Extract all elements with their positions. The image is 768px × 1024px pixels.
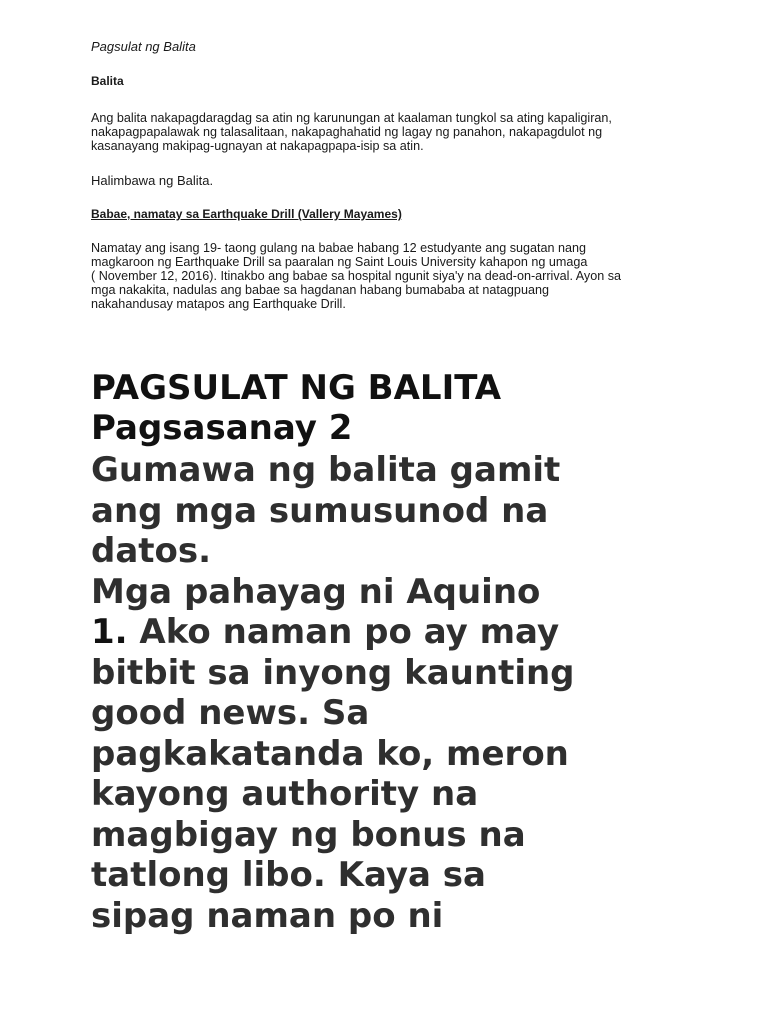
intro-line: Ang balita nakapagdaragdag sa atin ng karunungan at kaalaman tungkol sa ating kapaligiran,: [91, 111, 612, 125]
exercise-title: [91, 368, 751, 448]
document-title: Pagsulat ng Balita: [91, 39, 196, 54]
exercise-line: Mga pahayag ni Aquino: [91, 571, 541, 612]
item-number: 1.: [91, 612, 128, 652]
news-line: mga nakakita, nadulas ang babae sa hagdanan habang bumababa at natagpuang: [91, 283, 549, 297]
item-text: Ako naman po ay may: [127, 612, 560, 652]
exercise-item-line: sipag naman po ni: [91, 895, 444, 936]
news-line: magkaroon ng Earthquake Drill sa paaralan ng Saint Louis University kahapon ng umaga: [91, 255, 588, 269]
exercise-line: Gumawa ng balita gamit: [91, 450, 561, 490]
exercise-title-line: PAGSULAT NG BALITA: [91, 368, 502, 408]
exercise-line: datos.: [91, 531, 212, 571]
section-heading: Balita: [91, 74, 124, 88]
intro-line: nakapagpapalawak ng talasalitaan, nakapaghahatid ng lagay ng panahon, nakapagdulot ng: [91, 125, 603, 139]
example-label: Halimbawa ng Balita.: [91, 173, 214, 188]
exercise-line: ang mga sumusunod na: [91, 490, 549, 531]
news-headline: Babae, namatay sa Earthquake Drill (Vallery Mayames): [91, 207, 402, 221]
news-line: nakahandusay matapos ang Earthquake Drill.: [91, 297, 346, 311]
intro-paragraph: [91, 111, 691, 153]
intro-line: kasanayang makipag-ugnayan at nakapagpapa-isip sa atin.: [91, 139, 424, 153]
news-line: Namatay ang isang 19- taong gulang na babae habang 12 estudyante ang sugatan nang: [91, 241, 587, 255]
news-line: ( November 12, 2016). Itinakbo ang babae sa hospital ngunit siya'y na dead-on-arrival. Ayon sa: [91, 269, 622, 283]
exercise-item-line: bitbit sa inyong kaunting: [91, 652, 575, 693]
news-paragraph: [91, 241, 691, 311]
exercise-item-line: kayong authority na: [91, 774, 479, 814]
exercise-subtitle: Pagsasanay 2: [91, 408, 353, 448]
exercise-item-line: good news. Sa: [91, 693, 370, 733]
exercise-body: [91, 450, 751, 936]
exercise-item-line: tatlong libo. Kaya sa: [91, 855, 486, 895]
exercise-item-first-line: [91, 612, 751, 653]
exercise-item-line: magbigay ng bonus na: [91, 814, 526, 855]
exercise-item-line: pagkakatanda ko, meron: [91, 733, 569, 774]
